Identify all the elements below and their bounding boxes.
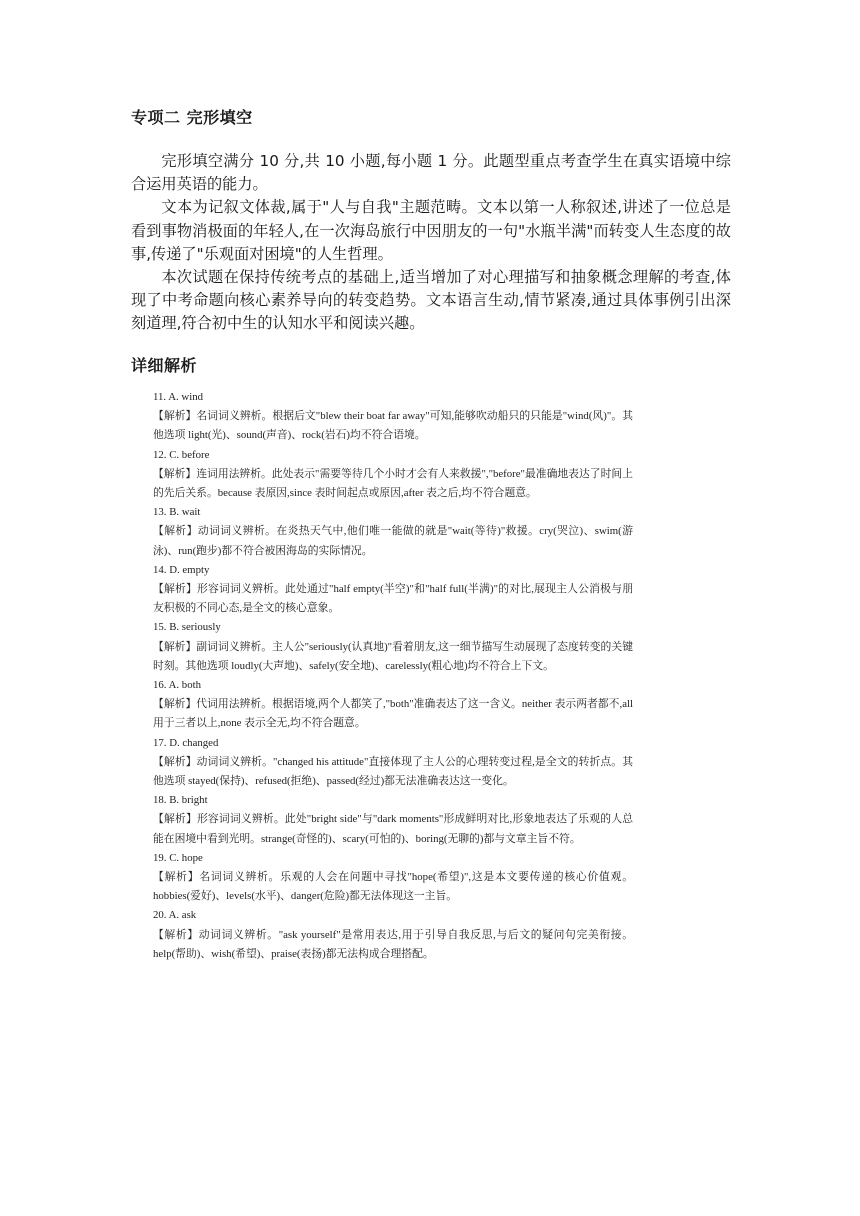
answer-explanation: 【解析】动词词义辨析。"changed his attitude"直接体现了主人公的心理转变过程,是全文的转折点。其他选项 stayed(保持)、refused(拒绝)、passed(经过)都无法准确表达这一变化。 [153,755,633,788]
answer-explanation: 【解析】形容词词义辨析。此处"bright side"与"dark moments"形成鲜明对比,形象地表达了乐观的人总能在困境中看到光明。strange(奇怪的)、scary(可怕的)、boring(无聊的)都与文章主旨不符。 [153,813,633,845]
answer-explanation: 【解析】名词词义辨析。乐观的人会在问题中寻找"hope(希望)",这是本文要传递的核心价值观。hobbies(爱好)、levels(水平)、danger(危险)都无法体现这一主旨。 [153,871,633,903]
answer-heading: 18. B. bright [153,794,208,807]
analysis-list [153,388,633,964]
answer-heading: 12. C. before [153,448,210,461]
answer-heading: 19. C. hope [153,851,203,864]
intro-paragraph-2: 文本为记叙文体裁,属于"人与自我"主题范畴。文本以第一人称叙述,讲述了一位总是看到事物消极面的年轻人,在一次海岛旅行中因朋友的一句"水瓶半满"而转变人生态度的故事,传递了"乐观面对困境"的人生哲理。 [131,198,731,263]
analysis-item [153,388,633,446]
answer-explanation: 【解析】动词词义辨析。在炎热天气中,他们唯一能做的就是"wait(等待)"救援。cry(哭泣)、swim(游泳)、run(跑步)都不符合被困海岛的实际情况。 [153,525,633,557]
answer-explanation: 【解析】连词用法辨析。此处表示"需要等待几个小时才会有人来救援","before"最准确地表达了时间上的先后关系。because 表原因,since 表时间起点或原因,after 表之后,均不符合题意。 [153,467,633,500]
answer-explanation: 【解析】代词用法辨析。根据语境,两个人都笑了,"both"准确表达了这一含义。neither 表示两者都不,all 用于三者以上,none 表示全无,均不符合题意。 [153,698,633,730]
section-title-detail: 详细解析 [131,356,198,375]
analysis-item [153,503,633,561]
answer-heading: 17. D. changed [153,736,219,749]
analysis-item [153,906,633,964]
analysis-item [153,446,633,504]
answer-heading: 11. A. wind [153,391,203,403]
section-title-cloze: 专项二 完形填空 [131,108,253,127]
answer-heading: 13. B. wait [153,506,201,519]
answer-heading: 14. D. empty [153,563,210,576]
analysis-item [153,734,633,792]
answer-explanation: 【解析】形容词词义辨析。此处通过"half empty(半空)"和"half full(半满)"的对比,展现主人公消极与朋友积极的不同心态,是全文的核心意象。 [153,583,633,615]
analysis-item [153,676,633,734]
intro-paragraph-1: 完形填空满分 10 分,共 10 小题,每小题 1 分。此题型重点考查学生在真实语境中综合运用英语的能力。 [131,152,731,194]
intro-paragraph-3: 本次试题在保持传统考点的基础上,适当增加了对心理描写和抽象概念理解的考查,体现了中考命题向核心素养导向的转变趋势。文本语言生动,情节紧凑,通过具体事例引出深刻道理,符合初中生的认知水平和阅读兴趣。 [131,268,731,333]
analysis-item [153,791,633,849]
analysis-item [153,618,633,676]
answer-explanation: 【解析】副词词义辨析。主人公"seriously(认真地)"看着朋友,这一细节描写生动展现了态度转变的关键时刻。其他选项 loudly(大声地)、safely(安全地)、carelessly(粗心地)均不符合上下文。 [153,640,633,672]
analysis-item [153,849,633,907]
answer-heading: 20. A. ask [153,909,197,922]
answer-heading: 16. A. both [153,679,201,692]
intro-text [131,150,731,336]
answer-explanation: 【解析】名词词义辨析。根据后文"blew their boat far away"可知,能够吹动船只的只能是"wind(风)"。其他选项 light(光)、sound(声音)、rock(岩石)均不符合语境。 [153,410,633,442]
analysis-item [153,561,633,619]
answer-heading: 15. B. seriously [153,621,221,634]
answer-explanation: 【解析】动词词义辨析。"ask yourself"是常用表达,用于引导自我反思,与后文的疑问句完美衔接。help(帮助)、wish(希望)、praise(表扬)都无法构成合理搭配。 [153,928,633,960]
